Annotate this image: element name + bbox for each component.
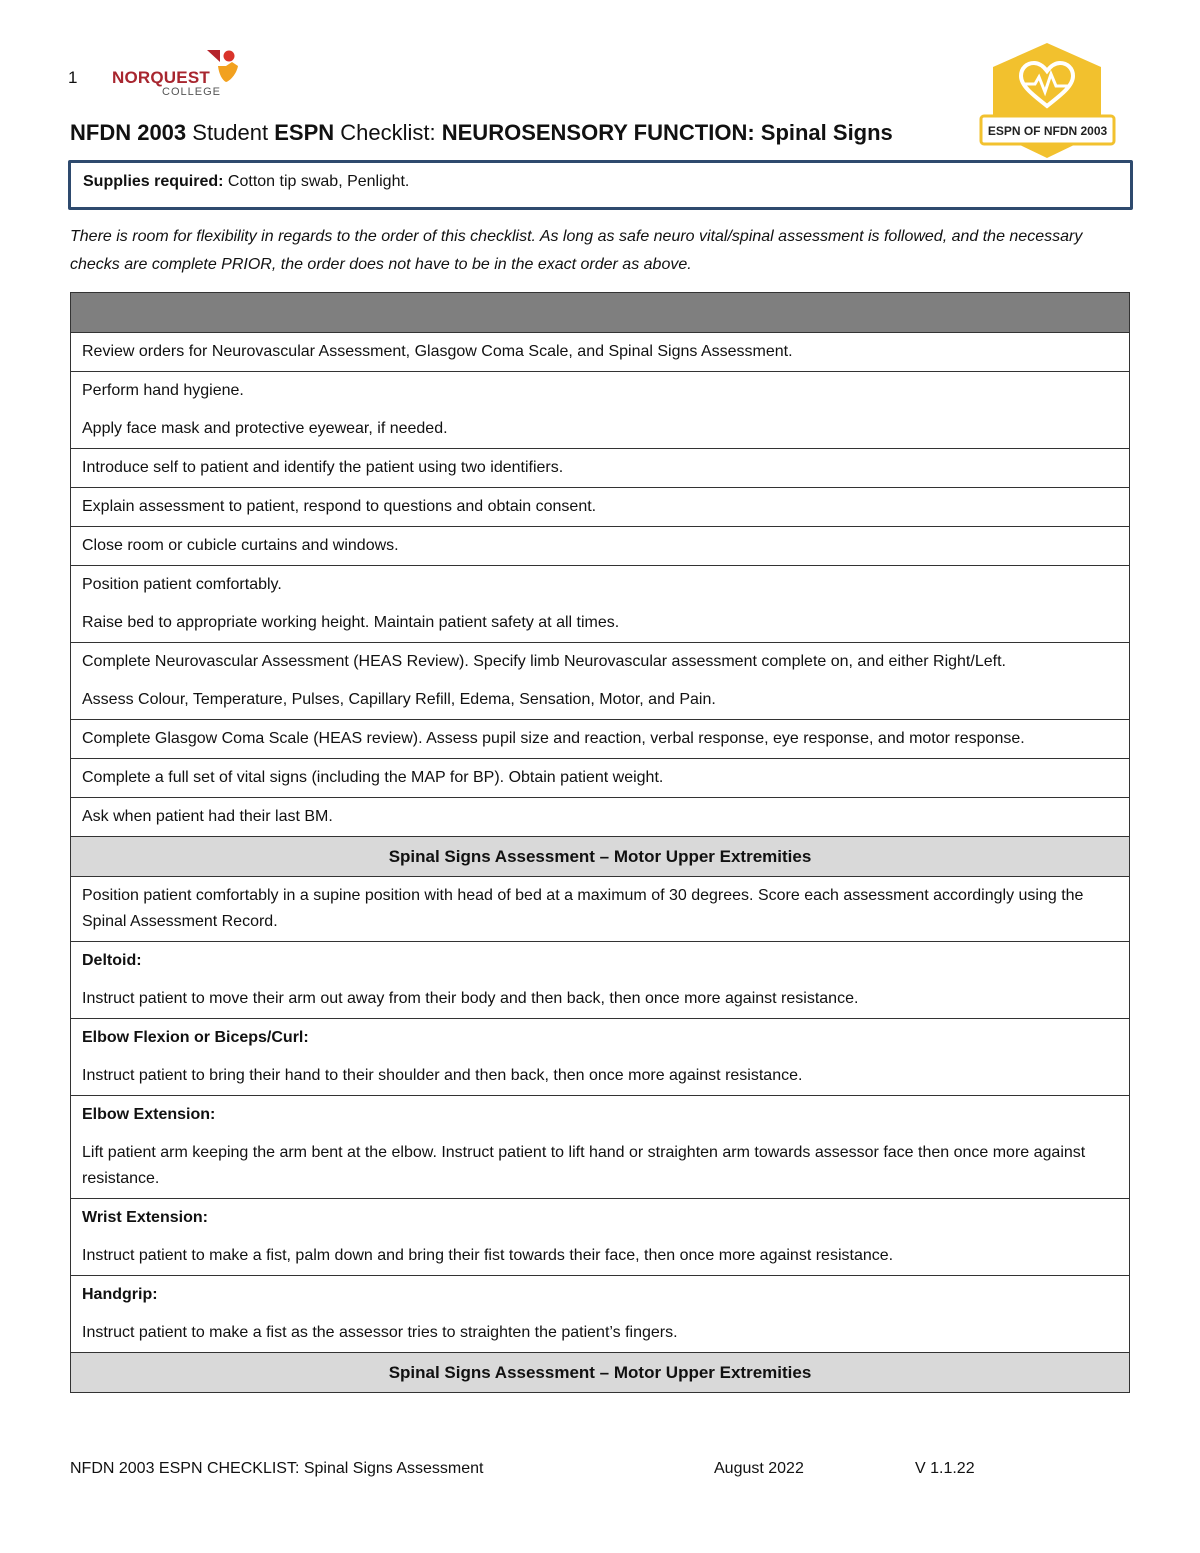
section-title: Spinal Signs Assessment – Motor Upper Extremities <box>71 837 1130 877</box>
section-title: Spinal Signs Assessment – Motor Upper Extremities <box>71 1353 1130 1393</box>
row-text: Explain assessment to patient, respond to questions and obtain consent. <box>82 498 597 515</box>
section-header-row <box>71 1353 1130 1393</box>
row-text: Instruct patient to make a fist, palm down and bring their fist towards their face, then once more against resistance. <box>82 1247 894 1264</box>
title-topic: NEUROSENSORY FUNCTION: Spinal Signs <box>441 120 893 145</box>
section-header-row <box>71 837 1130 877</box>
item-heading: Deltoid: <box>82 952 142 969</box>
page-title <box>70 120 893 146</box>
table-row <box>71 1276 1130 1353</box>
row-text: Perform hand hygiene. <box>82 382 244 399</box>
row-text: Complete Neurovascular Assessment (HEAS Review). Specify limb Neurovascular assessment complete on, and either Right/Left. <box>82 653 1006 670</box>
table-row <box>71 942 1130 1019</box>
table-row <box>71 1096 1130 1199</box>
row-text: Introduce self to patient and identify the patient using two identifiers. <box>82 459 564 476</box>
row-text: Instruct patient to move their arm out away from their body and then back, then once more against resistance. <box>82 990 859 1007</box>
table-row <box>71 488 1130 527</box>
checklist-table <box>70 292 1130 1393</box>
table-row <box>71 566 1130 643</box>
logo-subtext: COLLEGE <box>162 86 221 98</box>
row-text: Raise bed to appropriate working height. Maintain patient safety at all times. <box>82 614 620 631</box>
supplies-value: Cotton tip swab, Penlight. <box>223 173 410 190</box>
row-text: Close room or cubicle curtains and windows. <box>82 537 399 554</box>
footer-date: August 2022 <box>714 1460 804 1477</box>
table-row <box>71 877 1130 942</box>
table-row <box>71 798 1130 837</box>
row-text: Position patient comfortably in a supine position with head of bed at a maximum of 30 degrees. Score each assessment accordingly using the Spinal Assessment Record. <box>82 887 1084 930</box>
espn-badge-heart-icon <box>975 40 1120 162</box>
table-row <box>71 527 1130 566</box>
supplies-box <box>68 160 1133 210</box>
norquest-logo <box>108 48 248 102</box>
row-text: Instruct patient to make a fist as the assessor tries to straighten the patient’s fingers. <box>82 1324 678 1341</box>
espn-badge <box>975 40 1120 162</box>
row-text: Review orders for Neurovascular Assessment, Glasgow Coma Scale, and Spinal Signs Assessment. <box>82 343 793 360</box>
row-text: Complete Glasgow Coma Scale (HEAS review). Assess pupil size and reaction, verbal response, eye response, and motor response. <box>82 730 1025 747</box>
title-student: Student <box>186 120 275 145</box>
item-heading: Handgrip: <box>82 1286 158 1303</box>
supplies-label: Supplies required: <box>83 173 224 190</box>
table-row <box>71 1019 1130 1096</box>
table-row <box>71 720 1130 759</box>
item-heading: Wrist Extension: <box>82 1209 208 1226</box>
row-text: Assess Colour, Temperature, Pulses, Capillary Refill, Edema, Sensation, Motor, and Pain. <box>82 691 716 708</box>
title-espn: ESPN <box>274 120 335 145</box>
row-text: Instruct patient to bring their hand to their shoulder and then back, then once more against resistance. <box>82 1067 803 1084</box>
table-row <box>71 333 1130 372</box>
row-text: Ask when patient had their last BM. <box>82 808 333 825</box>
row-text: Lift patient arm keeping the arm bent at the elbow. Instruct patient to lift hand or straighten arm towards assessor face then once more against resistance. <box>82 1144 1086 1187</box>
row-text: Apply face mask and protective eyewear, if needed. <box>82 420 448 437</box>
table-row <box>71 1199 1130 1276</box>
row-text: Position patient comfortably. <box>82 576 282 593</box>
title-checklist: Checklist: <box>334 120 442 145</box>
footer-doc-title: NFDN 2003 ESPN CHECKLIST: Spinal Signs Assessment <box>70 1460 484 1477</box>
item-heading: Elbow Extension: <box>82 1106 216 1123</box>
table-row <box>71 449 1130 488</box>
flexibility-note: There is room for flexibility in regards to the order of this checklist. As long as safe neuro vital/spinal assessment is followed, and the necessary checks are complete PRIOR, the order does not have to be in the exact order as above. <box>70 228 1083 273</box>
table-row <box>71 759 1130 798</box>
table-row <box>71 643 1130 720</box>
table-header-row <box>71 293 1130 333</box>
item-heading: Elbow Flexion or Biceps/Curl: <box>82 1029 309 1046</box>
row-text: Complete a full set of vital signs (including the MAP for BP). Obtain patient weight. <box>82 769 664 786</box>
title-course: NFDN 2003 <box>70 120 187 145</box>
page-number: 1 <box>68 68 78 87</box>
logo-wordmark: NORQUEST <box>112 68 210 87</box>
badge-text: ESPN OF NFDN 2003 <box>987 124 1108 138</box>
footer-version: V 1.1.22 <box>915 1460 975 1477</box>
table-row <box>71 372 1130 449</box>
